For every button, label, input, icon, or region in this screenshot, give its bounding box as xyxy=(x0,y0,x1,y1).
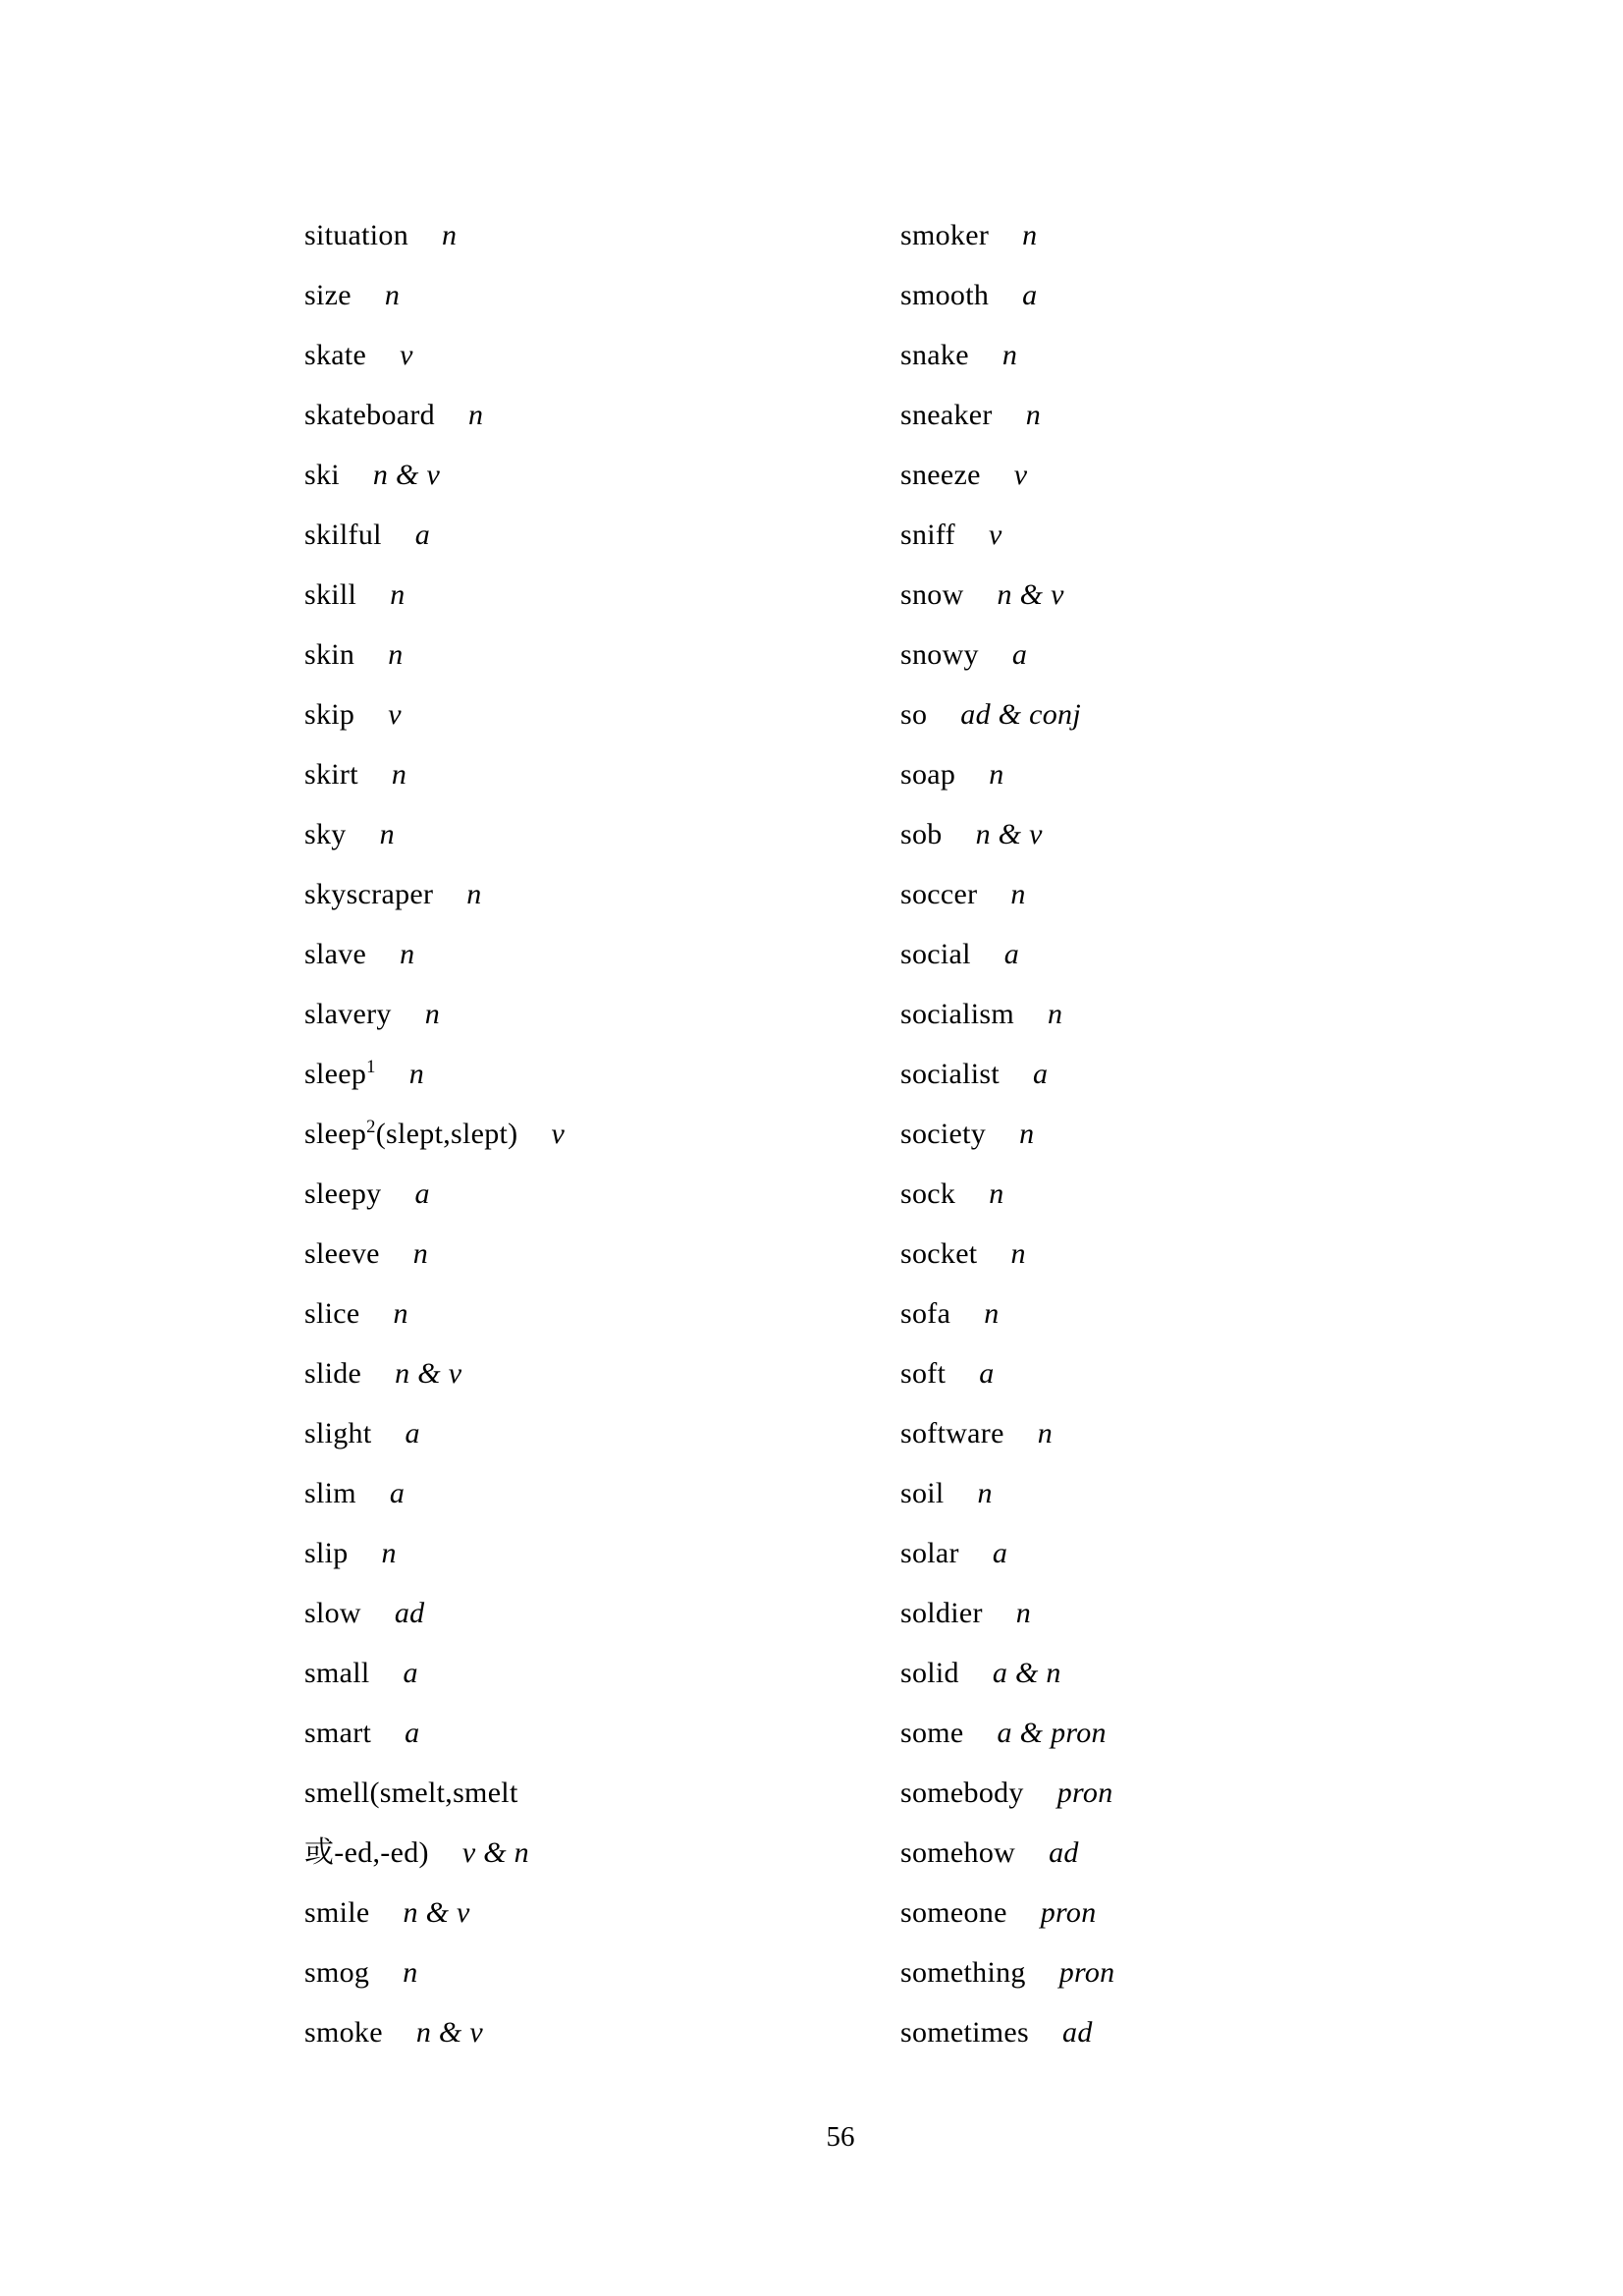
vocab-word: something xyxy=(900,1956,1026,1989)
vocab-word: sniff xyxy=(900,519,955,551)
pos-label: ad xyxy=(394,1597,425,1629)
vocab-word: slice xyxy=(304,1297,360,1330)
vocab-word: snow xyxy=(900,578,964,611)
vocab-word: solar xyxy=(900,1537,959,1569)
vocab-entry xyxy=(900,1463,1114,1523)
vocab-word: skilful xyxy=(304,519,382,551)
vocab-entry xyxy=(900,325,1114,385)
vocab-entry xyxy=(900,1104,1114,1164)
vocab-entry xyxy=(900,1284,1114,1343)
vocab-entry xyxy=(304,1763,565,1823)
vocab-entry xyxy=(900,924,1114,984)
vocab-word: soap xyxy=(900,758,956,791)
vocab-word: sneeze xyxy=(900,459,981,491)
pos-label: a xyxy=(403,1657,418,1689)
vocab-word: 或-ed,-ed) xyxy=(304,1836,429,1869)
vocab-word: slave xyxy=(304,938,367,970)
pos-label: a xyxy=(979,1357,995,1390)
vocab-entry xyxy=(304,744,565,804)
pos-label: pron xyxy=(1040,1896,1097,1929)
vocab-word: size xyxy=(304,279,352,311)
vocab-entry xyxy=(900,565,1114,625)
vocab-entry xyxy=(304,684,565,744)
vocab-entry xyxy=(900,205,1114,265)
pos-label: a xyxy=(389,1477,406,1509)
pos-label: n xyxy=(424,998,441,1030)
vocab-word: sleep xyxy=(304,1118,367,1150)
pos-label: n xyxy=(1048,998,1063,1030)
vocab-word-suffix: (slept,slept) xyxy=(375,1118,518,1150)
vocab-word: somebody xyxy=(900,1777,1024,1809)
vocab-entry xyxy=(900,1343,1114,1403)
vocab-entry xyxy=(900,1942,1114,2002)
vocab-word: sock xyxy=(900,1177,956,1210)
vocab-word: soft xyxy=(900,1357,947,1390)
pos-label: a xyxy=(414,519,431,551)
vocab-entry xyxy=(304,2002,565,2062)
vocab-entry xyxy=(900,1883,1114,1942)
vocab-list-right xyxy=(900,205,1114,2062)
pos-label: pron xyxy=(1056,1777,1113,1809)
pos-label: n xyxy=(379,818,395,850)
pos-label: n xyxy=(989,758,1004,791)
pos-label: n xyxy=(467,399,484,431)
vocab-word: social xyxy=(900,938,971,970)
vocab-entry xyxy=(304,1523,565,1583)
pos-label: n & v xyxy=(415,2016,483,2049)
pos-label: n xyxy=(1037,1417,1053,1449)
vocab-entry xyxy=(304,1044,565,1104)
pos-label: n xyxy=(989,1177,1004,1210)
vocab-word: skin xyxy=(304,638,355,671)
vocab-word: situation xyxy=(304,219,409,251)
vocab-entry xyxy=(900,1823,1114,1883)
pos-label: ad & conj xyxy=(960,698,1081,731)
pos-label: ad xyxy=(1062,2016,1093,2049)
vocab-entry xyxy=(304,1403,565,1463)
vocab-entry xyxy=(304,984,565,1044)
pos-label: n xyxy=(400,938,415,970)
vocab-entry xyxy=(304,385,565,445)
vocab-entry xyxy=(304,1463,565,1523)
pos-label: pron xyxy=(1058,1956,1115,1989)
vocab-word: slim xyxy=(304,1477,356,1509)
pos-label: n xyxy=(391,758,407,791)
vocab-entry xyxy=(304,1164,565,1224)
homograph-superscript: 1 xyxy=(366,1057,376,1077)
vocab-word: solid xyxy=(900,1657,959,1689)
pos-label: n & v xyxy=(403,1896,470,1929)
vocab-word: smell(smelt,smelt xyxy=(304,1777,518,1809)
vocab-word: some xyxy=(900,1717,964,1749)
vocab-word: sleeve xyxy=(304,1237,380,1270)
vocab-word: ski xyxy=(304,459,340,491)
vocab-word: sneaker xyxy=(900,399,993,431)
pos-label: n xyxy=(390,578,406,611)
pos-label: n xyxy=(984,1297,1000,1330)
vocab-entry xyxy=(900,1703,1114,1763)
vocab-entry xyxy=(304,1343,565,1403)
vocab-entry xyxy=(304,325,565,385)
vocab-entry xyxy=(900,684,1114,744)
page-number: 56 xyxy=(826,2121,855,2153)
vocab-entry xyxy=(900,1763,1114,1823)
vocab-word: someone xyxy=(900,1896,1007,1929)
pos-label: n xyxy=(1022,219,1038,251)
vocab-word: slight xyxy=(304,1417,372,1449)
vocab-entry xyxy=(900,1523,1114,1583)
pos-label: n xyxy=(403,1956,418,1989)
vocab-entry xyxy=(304,1823,565,1883)
vocab-word: society xyxy=(900,1118,987,1150)
pos-label: n xyxy=(412,1237,429,1270)
vocab-word: soil xyxy=(900,1477,945,1509)
pos-label: n xyxy=(388,638,404,671)
pos-label: n xyxy=(1010,1237,1026,1270)
pos-label: n xyxy=(408,1058,425,1090)
vocab-word: sleep xyxy=(304,1058,367,1090)
pos-label: n xyxy=(977,1477,993,1509)
vocab-entry xyxy=(304,1883,565,1942)
vocab-entry xyxy=(304,265,565,325)
vocab-word: slow xyxy=(304,1597,361,1629)
pos-label: n xyxy=(393,1297,408,1330)
vocab-word: socialist xyxy=(900,1058,1001,1090)
vocab-entry xyxy=(304,205,565,265)
vocab-word: skyscraper xyxy=(304,878,434,910)
pos-label: n xyxy=(1015,1597,1032,1629)
pos-label: a xyxy=(1011,638,1028,671)
vocab-word: skate xyxy=(304,339,367,371)
vocab-word: slide xyxy=(304,1357,362,1390)
vocab-entry xyxy=(900,1044,1114,1104)
pos-label: v xyxy=(551,1118,566,1150)
vocab-list-left xyxy=(304,205,565,2062)
vocab-word: socialism xyxy=(900,998,1015,1030)
vocab-entry xyxy=(304,445,565,505)
pos-label: n & v xyxy=(395,1357,462,1390)
vocab-entry xyxy=(900,385,1114,445)
vocab-entry xyxy=(304,1942,565,2002)
pos-label: n xyxy=(466,878,482,910)
pos-label: n xyxy=(1019,1118,1035,1150)
vocab-word: so xyxy=(900,698,928,731)
pos-label: v xyxy=(988,519,1002,551)
pos-label: a xyxy=(405,1717,420,1749)
pos-label: v & n xyxy=(461,1836,529,1869)
vocab-word: smoker xyxy=(900,219,990,251)
vocab-word: sofa xyxy=(900,1297,951,1330)
vocab-entry xyxy=(900,625,1114,684)
vocab-word: skip xyxy=(304,698,355,731)
vocab-word: smooth xyxy=(900,279,990,311)
pos-label: n xyxy=(1025,399,1042,431)
vocab-word: sometimes xyxy=(900,2016,1030,2049)
vocab-word: sleepy xyxy=(304,1177,382,1210)
vocab-entry xyxy=(304,804,565,864)
pos-label: a xyxy=(1033,1058,1049,1090)
vocab-word: sky xyxy=(304,818,347,850)
pos-label: n xyxy=(384,279,401,311)
vocab-entry xyxy=(304,505,565,565)
vocab-entry xyxy=(900,1583,1114,1643)
pos-label: n & v xyxy=(975,818,1043,850)
vocab-word: slip xyxy=(304,1537,349,1569)
vocab-word: skill xyxy=(304,578,357,611)
vocab-word: slavery xyxy=(304,998,392,1030)
vocab-word: smart xyxy=(304,1717,372,1749)
pos-label: v xyxy=(388,698,402,731)
vocab-entry xyxy=(900,744,1114,804)
vocab-word: skateboard xyxy=(304,399,435,431)
vocab-entry xyxy=(304,1703,565,1763)
pos-label: a xyxy=(414,1177,430,1210)
pos-label: v xyxy=(400,339,413,371)
vocab-word: soccer xyxy=(900,878,978,910)
pos-label: a xyxy=(992,1537,1008,1569)
homograph-superscript: 2 xyxy=(366,1117,376,1137)
vocab-entry xyxy=(304,625,565,684)
pos-label: v xyxy=(1013,459,1028,491)
vocab-entry xyxy=(304,1583,565,1643)
pos-label: n xyxy=(381,1537,397,1569)
vocab-word: socket xyxy=(900,1237,978,1270)
vocab-word: skirt xyxy=(304,758,358,791)
vocab-word: smoke xyxy=(304,2016,383,2049)
pos-label: ad xyxy=(1049,1836,1079,1869)
pos-label: n & v xyxy=(997,578,1064,611)
pos-label: n xyxy=(1010,878,1026,910)
vocab-entry xyxy=(900,1643,1114,1703)
vocab-word: smile xyxy=(304,1896,370,1929)
vocab-entry xyxy=(900,864,1114,924)
vocab-entry xyxy=(900,2002,1114,2062)
vocab-entry xyxy=(900,265,1114,325)
vocab-word: software xyxy=(900,1417,1004,1449)
pos-label: a xyxy=(1022,279,1038,311)
vocab-entry xyxy=(900,1403,1114,1463)
vocab-word: sob xyxy=(900,818,943,850)
vocab-entry xyxy=(900,804,1114,864)
vocab-entry xyxy=(304,1284,565,1343)
vocab-entry xyxy=(304,1224,565,1284)
vocab-word: somehow xyxy=(900,1836,1016,1869)
vocab-entry xyxy=(900,505,1114,565)
vocab-entry xyxy=(304,924,565,984)
pos-label: a & n xyxy=(992,1657,1061,1689)
vocab-entry xyxy=(900,445,1114,505)
pos-label: n xyxy=(442,219,458,251)
pos-label: n & v xyxy=(372,459,441,491)
vocab-word: snake xyxy=(900,339,969,371)
vocab-entry xyxy=(304,864,565,924)
vocab-word: soldier xyxy=(900,1597,983,1629)
vocab-entry xyxy=(900,1164,1114,1224)
vocab-word: snowy xyxy=(900,638,979,671)
vocab-entry xyxy=(304,1643,565,1703)
pos-label: a xyxy=(1003,938,1020,970)
pos-label: a & pron xyxy=(997,1717,1107,1749)
vocab-word: smog xyxy=(304,1956,370,1989)
pos-label: n xyxy=(1001,339,1018,371)
pos-label: a xyxy=(405,1417,420,1449)
vocab-word: small xyxy=(304,1657,370,1689)
vocab-entry xyxy=(900,984,1114,1044)
vocab-entry xyxy=(900,1224,1114,1284)
vocab-entry xyxy=(304,565,565,625)
vocab-entry xyxy=(304,1104,565,1164)
